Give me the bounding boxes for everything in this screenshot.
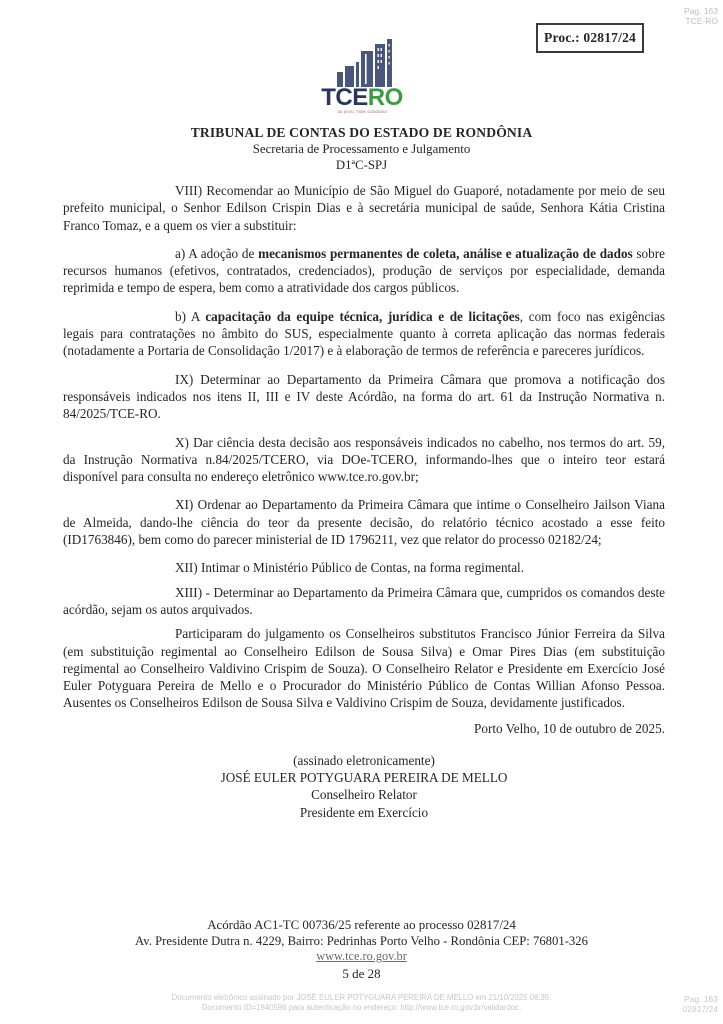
watermark-page-number: Pag. 163: [683, 6, 718, 16]
signer-name: JOSÉ EULER POTYGUARA PEREIRA DE MELLO: [220, 770, 508, 786]
page-watermark-bottom: [683, 994, 718, 1014]
signature-block: [63, 752, 665, 821]
watermark-page-number-bottom: Pag. 163: [683, 994, 718, 1004]
footer-acordao-reference: Acórdão AC1-TC 00736/25 referente ao processo 02817/24: [207, 918, 516, 932]
watermark-signed-line: Documento eletrônico assinado por JOSÉ EULER POTYGUARA PEREIRA DE MELLO em 21/10/2025 08:35.: [171, 993, 552, 1002]
footer-page-number: 5 de 28: [342, 965, 381, 981]
paragraph-xi: XI) Ordenar ao Departamento da Primeira Câmara que intime o Conselheiro Jailson Viana de Almeida, dando-lhe ciência do teor da presente decisão, do relatório técnico acostado a esse feito (ID1763846), bem como do parecer ministerial de ID 1796211, vez que relator do processo 02182/24;: [63, 497, 665, 548]
unit-code: D1ªC-SPJ: [335, 158, 388, 172]
logo-text-ro: RO: [367, 84, 403, 111]
tcero-logo-icon: [299, 36, 425, 116]
date-place-line: Porto Velho, 10 de outubro de 2025.: [474, 720, 665, 736]
process-number-label: Proc.: 02817/24: [544, 30, 636, 45]
paragraph-item-b: b) A capacitação da equipe técnica, jurídica e de licitações, com foco nas exigências legais para contratações no âmbito do SUS, especialmente quanto à correta aplicação das normas federais (notadamente a Portaria de Consolidação 1/2017) e à elaboração de termos de referência e pareceres jurídicos.: [63, 308, 665, 359]
document-header: [0, 125, 723, 173]
footer-website-link[interactable]: www.tce.ro.gov.br: [316, 949, 407, 963]
process-number-box: [536, 23, 644, 53]
document-footer: [0, 918, 723, 981]
court-title: TRIBUNAL DE CONTAS DO ESTADO DE RONDÔNIA: [190, 125, 533, 140]
signer-role-president: Presidente em Exercício: [299, 804, 429, 820]
paragraph-xiii: XIII) - Determinar ao Departamento da Primeira Câmara que, cumpridos os comandos deste acórdão, sejam os autos arquivados.: [63, 584, 665, 617]
paragraph-x: X) Dar ciência desta decisão aos responsáveis indicados no cabelho, nos termos do art. 59, da Instrução Normativa n.84/2025/TCERO, via DOe-TCERO, informando-lhes que o inteiro teor estará disponível para consulta no endereço eletrônico www.tce.ro.gov.br;: [63, 434, 665, 485]
department-subtitle: Secretaria de Processamento e Julgamento: [252, 142, 471, 156]
watermark-validation-line: Documento ID=1840596 para autenticação no endereço: http://www.tce.ro.gov.br/validardoc.: [201, 1003, 522, 1012]
paragraph-ix: IX) Determinar ao Departamento da Primeira Câmara que promova a notificação dos responsáveis indicados nos itens II, III e IV deste Acórdão, na forma do art. 61 da Instrução Normativa n. 84/2025/TCE-RO.: [63, 371, 665, 422]
signature-watermark: [0, 993, 723, 1013]
signature-electronic-note: (assinado eletronicamente): [293, 752, 435, 768]
footer-address: Av. Presidente Dutra n. 4229, Bairro: Pedrinhas Porto Velho - Rondônia CEP: 76801-326: [135, 933, 588, 948]
paragraph-viii: VIII) Recomendar ao Município de São Miguel do Guaporé, notadamente por meio de seu prefeito municipal, o Senhor Edilson Crispin Dias e à secretária municipal de saúde, Senhora Kátia Cristina Franco Tomaz, e a quem os vier a substituir:: [63, 183, 665, 233]
paragraph-participants: Participaram do julgamento os Conselheiros substitutos Francisco Júnior Ferreira da Silva (em substituição regimental ao Conselheiro Edilson de Sousa Silva) e Omar Pires Dias (em substituição regimental ao Conselheiro Valdivino Crispim de Souza). O Conselheiro Relator e Presidente em Exercício José Euler Potyguara Pereira de Mello e o Procurador do Ministério Público de Contas Willian Afonso Pessoa. Ausentes os Conselheiros Edilson de Sousa Silva e Valdivino Crispim de Souza, devidamente justificados.: [63, 626, 665, 711]
logo-text-tce: TCE: [320, 84, 368, 111]
paragraph-xii: XII) Intimar o Ministério Público de Contas, na forma regimental.: [175, 560, 525, 576]
page-watermark-top: [684, 6, 718, 26]
paragraph-item-a: a) A adoção de mecanismos permanentes de coleta, análise e atualização de dados sobre recursos humanos (efetivos, contratados, credenciados), produção de serviços por especialidade, demanda reprimida e tempo de espera, bem como a atratividade dos cargos públicos.: [63, 245, 665, 296]
logo-tagline: ao povo, mais cidadania: [336, 109, 387, 114]
watermark-process-number-bottom: 02817/24: [682, 1004, 718, 1014]
signer-role-relator: Conselheiro Relator: [311, 787, 417, 803]
tcero-logo: [0, 0, 723, 121]
svg-text:TCERO: [321, 84, 403, 111]
document-body: [0, 182, 723, 821]
watermark-court-abbrev: TCE-RO: [685, 16, 718, 26]
